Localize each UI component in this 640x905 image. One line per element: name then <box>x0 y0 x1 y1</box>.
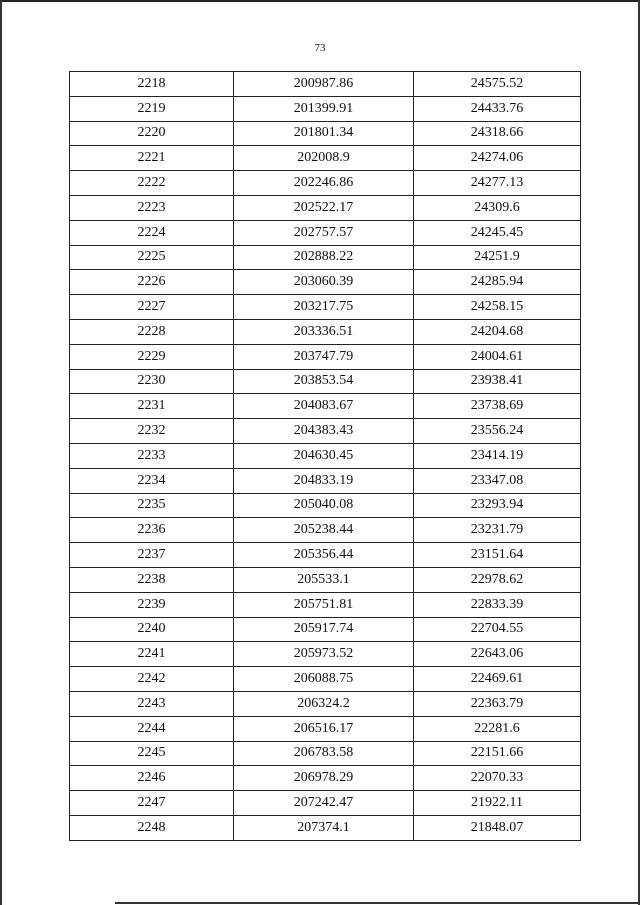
row-index-cell: 2224 <box>70 220 234 245</box>
table-row <box>70 567 581 592</box>
table-row <box>70 741 581 766</box>
row-secondary-value-cell: 23938.41 <box>414 369 581 394</box>
row-secondary-value-cell: 22151.66 <box>414 741 581 766</box>
table-row <box>70 344 581 369</box>
table-row <box>70 72 581 97</box>
row-value-cell: 205533.1 <box>234 567 414 592</box>
row-secondary-value-cell: 23738.69 <box>414 394 581 419</box>
row-index-cell: 2231 <box>70 394 234 419</box>
row-value-cell: 206088.75 <box>234 667 414 692</box>
row-index-cell: 2222 <box>70 171 234 196</box>
table-row <box>70 766 581 791</box>
row-index-cell: 2246 <box>70 766 234 791</box>
row-index-cell: 2238 <box>70 567 234 592</box>
row-value-cell: 203336.51 <box>234 319 414 344</box>
table-row <box>70 617 581 642</box>
row-secondary-value-cell: 22281.6 <box>414 716 581 741</box>
row-secondary-value-cell: 22704.55 <box>414 617 581 642</box>
table-row <box>70 245 581 270</box>
row-value-cell: 205973.52 <box>234 642 414 667</box>
table-row <box>70 642 581 667</box>
row-value-cell: 204083.67 <box>234 394 414 419</box>
table-body <box>70 72 581 841</box>
row-value-cell: 203747.79 <box>234 344 414 369</box>
row-index-cell: 2243 <box>70 691 234 716</box>
row-value-cell: 205040.08 <box>234 493 414 518</box>
row-secondary-value-cell: 24285.94 <box>414 270 581 295</box>
row-index-cell: 2226 <box>70 270 234 295</box>
row-index-cell: 2237 <box>70 543 234 568</box>
row-index-cell: 2247 <box>70 791 234 816</box>
row-index-cell: 2244 <box>70 716 234 741</box>
table-row <box>70 518 581 543</box>
page-border-top <box>0 0 640 2</box>
table-row <box>70 394 581 419</box>
table-row <box>70 592 581 617</box>
row-secondary-value-cell: 24318.66 <box>414 121 581 146</box>
row-value-cell: 203217.75 <box>234 295 414 320</box>
row-secondary-value-cell: 23556.24 <box>414 419 581 444</box>
row-index-cell: 2233 <box>70 443 234 468</box>
row-secondary-value-cell: 24258.15 <box>414 295 581 320</box>
row-value-cell: 202888.22 <box>234 245 414 270</box>
row-secondary-value-cell: 23231.79 <box>414 518 581 543</box>
data-table <box>69 71 581 841</box>
row-index-cell: 2248 <box>70 815 234 840</box>
row-secondary-value-cell: 23151.64 <box>414 543 581 568</box>
row-value-cell: 206516.17 <box>234 716 414 741</box>
table-row <box>70 716 581 741</box>
row-secondary-value-cell: 24277.13 <box>414 171 581 196</box>
table-row <box>70 220 581 245</box>
row-index-cell: 2227 <box>70 295 234 320</box>
row-index-cell: 2235 <box>70 493 234 518</box>
row-index-cell: 2241 <box>70 642 234 667</box>
row-value-cell: 206783.58 <box>234 741 414 766</box>
row-secondary-value-cell: 22643.06 <box>414 642 581 667</box>
row-value-cell: 203060.39 <box>234 270 414 295</box>
row-value-cell: 206978.29 <box>234 766 414 791</box>
row-secondary-value-cell: 24575.52 <box>414 72 581 97</box>
row-secondary-value-cell: 24204.68 <box>414 319 581 344</box>
row-secondary-value-cell: 24004.61 <box>414 344 581 369</box>
row-index-cell: 2220 <box>70 121 234 146</box>
page-border-left <box>0 0 2 905</box>
row-value-cell: 204630.45 <box>234 443 414 468</box>
row-value-cell: 204833.19 <box>234 468 414 493</box>
row-secondary-value-cell: 21922.11 <box>414 791 581 816</box>
row-secondary-value-cell: 24245.45 <box>414 220 581 245</box>
table-row <box>70 468 581 493</box>
table-row <box>70 691 581 716</box>
row-value-cell: 205917.74 <box>234 617 414 642</box>
row-secondary-value-cell: 22978.62 <box>414 567 581 592</box>
table-row <box>70 319 581 344</box>
row-index-cell: 2239 <box>70 592 234 617</box>
table-row <box>70 270 581 295</box>
row-secondary-value-cell: 24433.76 <box>414 96 581 121</box>
table-row <box>70 146 581 171</box>
row-value-cell: 205238.44 <box>234 518 414 543</box>
row-index-cell: 2221 <box>70 146 234 171</box>
row-value-cell: 203853.54 <box>234 369 414 394</box>
table-row <box>70 96 581 121</box>
row-value-cell: 201399.91 <box>234 96 414 121</box>
row-secondary-value-cell: 24309.6 <box>414 195 581 220</box>
row-secondary-value-cell: 24274.06 <box>414 146 581 171</box>
row-index-cell: 2223 <box>70 195 234 220</box>
row-value-cell: 202246.86 <box>234 171 414 196</box>
row-value-cell: 207374.1 <box>234 815 414 840</box>
row-secondary-value-cell: 24251.9 <box>414 245 581 270</box>
row-value-cell: 202522.17 <box>234 195 414 220</box>
table-row <box>70 171 581 196</box>
row-index-cell: 2219 <box>70 96 234 121</box>
table-row <box>70 493 581 518</box>
row-index-cell: 2232 <box>70 419 234 444</box>
row-index-cell: 2229 <box>70 344 234 369</box>
row-secondary-value-cell: 23347.08 <box>414 468 581 493</box>
row-index-cell: 2225 <box>70 245 234 270</box>
table-row <box>70 369 581 394</box>
row-index-cell: 2234 <box>70 468 234 493</box>
table-row <box>70 295 581 320</box>
row-value-cell: 206324.2 <box>234 691 414 716</box>
row-value-cell: 201801.34 <box>234 121 414 146</box>
row-secondary-value-cell: 21848.07 <box>414 815 581 840</box>
bottom-rule <box>115 902 640 904</box>
row-index-cell: 2228 <box>70 319 234 344</box>
row-secondary-value-cell: 22070.33 <box>414 766 581 791</box>
row-index-cell: 2240 <box>70 617 234 642</box>
table-row <box>70 195 581 220</box>
row-index-cell: 2242 <box>70 667 234 692</box>
table-row <box>70 667 581 692</box>
row-value-cell: 202757.57 <box>234 220 414 245</box>
row-index-cell: 2236 <box>70 518 234 543</box>
table-row <box>70 815 581 840</box>
row-value-cell: 200987.86 <box>234 72 414 97</box>
row-secondary-value-cell: 23293.94 <box>414 493 581 518</box>
row-value-cell: 204383.43 <box>234 419 414 444</box>
page-number: 73 <box>314 42 326 54</box>
table-row <box>70 791 581 816</box>
row-value-cell: 207242.47 <box>234 791 414 816</box>
table-row <box>70 419 581 444</box>
row-value-cell: 202008.9 <box>234 146 414 171</box>
table-row <box>70 543 581 568</box>
row-secondary-value-cell: 22469.61 <box>414 667 581 692</box>
row-secondary-value-cell: 23414.19 <box>414 443 581 468</box>
row-index-cell: 2230 <box>70 369 234 394</box>
row-index-cell: 2218 <box>70 72 234 97</box>
table-row <box>70 121 581 146</box>
row-secondary-value-cell: 22363.79 <box>414 691 581 716</box>
row-value-cell: 205751.81 <box>234 592 414 617</box>
table-row <box>70 443 581 468</box>
row-index-cell: 2245 <box>70 741 234 766</box>
row-value-cell: 205356.44 <box>234 543 414 568</box>
row-secondary-value-cell: 22833.39 <box>414 592 581 617</box>
